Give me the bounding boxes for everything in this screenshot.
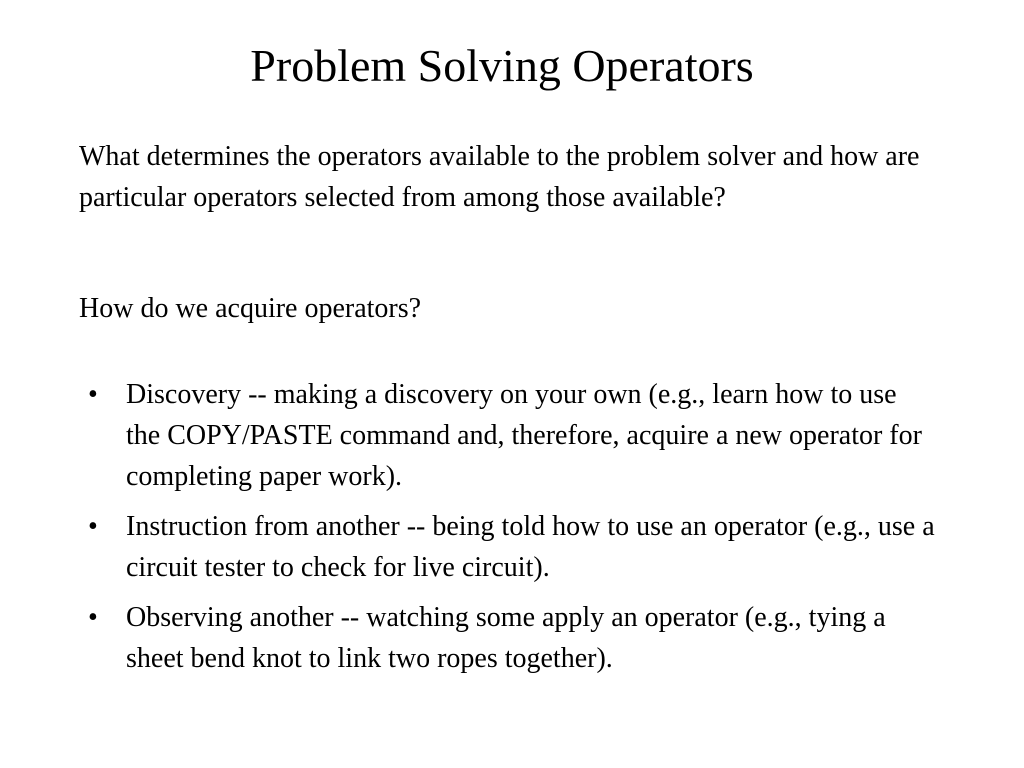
acquire-question: How do we acquire operators? [79, 293, 422, 324]
bullet-text: Discovery -- making a discovery on your own (e.g., learn how to use the COPY/PASTE command and, therefore, acquire a new operator for completing paper work). [126, 379, 922, 492]
slide-title: Problem Solving Operators [250, 40, 754, 91]
bullet-text: Instruction from another -- being told how to use an operator (e.g., use a circuit tester to check for live circuit). [126, 511, 935, 583]
bullet-list [0, 374, 1024, 688]
bullet-item-discovery [0, 374, 936, 497]
bullet-item-instruction [0, 506, 936, 588]
question-paragraph: What determines the operators available to the problem solver and how are particular operators selected from among those available? [79, 141, 920, 213]
bullet-text: Observing another -- watching some apply an operator (e.g., tying a sheet bend knot to link two ropes together). [126, 602, 886, 674]
bullet-icon: • [88, 379, 98, 410]
bullet-item-observing [0, 597, 936, 679]
bullet-icon: • [88, 511, 98, 542]
bullet-icon: • [88, 602, 98, 633]
